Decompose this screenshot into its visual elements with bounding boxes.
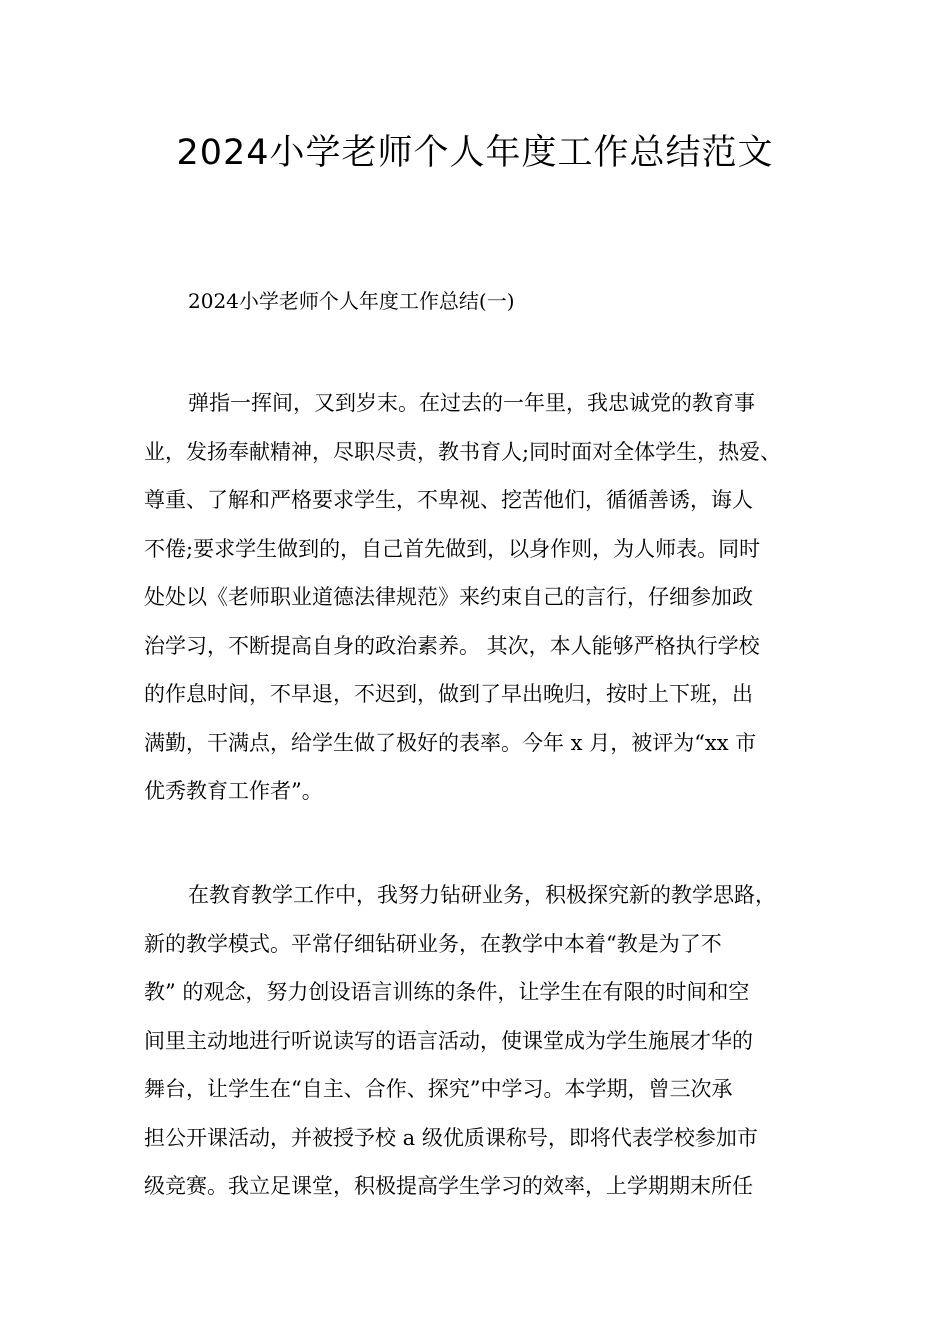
paragraph-line: 处处以《老师职业道德法律规范》来约束自己的言行，仔细参加政	[144, 585, 753, 609]
paragraph-line: 新的教学模式。平常仔细钻研业务，在教学中本着“教是为了不	[144, 931, 722, 956]
paragraph-line: 担公开课活动，并被授予校 a 级优质课称号，即将代表学校参加市	[144, 1125, 758, 1150]
paragraph-line: 满勤，干满点，给学生做了极好的表率。今年 x 月，被评为“xx 市	[144, 730, 757, 755]
paragraph-line: 教” 的观念，努力创设语言训练的条件，让学生在有限的时间和空	[144, 980, 750, 1004]
paragraph-line: 间里主动地进行听说读写的语言活动，使课堂成为学生施展才华的	[144, 1028, 753, 1053]
paragraph-line: 级竞赛。我立足课堂，积极提高学生学习的效率，上学期期末所任	[144, 1174, 753, 1198]
paragraph-line: 在教育教学工作中，我努力钻研业务，积极探究新的教学思路，	[188, 883, 776, 907]
paragraph-line: 尊重、了解和严格要求学生，不卑视、挖苦他们，循循善诱，诲人	[144, 488, 753, 512]
section-heading: 2024小学老师个人年度工作总结(一)	[188, 289, 515, 313]
paragraph-2	[144, 871, 844, 1211]
document-title: 2024小学老师个人年度工作总结范文	[176, 133, 774, 173]
paragraph-line: 舞台，让学生在“自主、合作、探究”中学习。本学期，曾三次承	[144, 1077, 733, 1101]
paragraph-line: 弹指一挥间，又到岁末。在过去的一年里，我忠诚党的教育事	[188, 391, 755, 415]
paragraph-1	[144, 379, 844, 816]
paragraph-line: 优秀教育工作者”。	[144, 779, 323, 803]
paragraph-line: 的作息时间，不早退，不迟到，做到了早出晚归，按时上下班，出	[144, 682, 753, 706]
paragraph-line: 不倦;要求学生做到的，自己首先做到，以身作则，为人师表。同时	[144, 536, 761, 561]
paragraph-line: 治学习，不断提高自身的政治素养。 其次，本人能够严格执行学校	[144, 633, 760, 658]
paragraph-line: 业，发扬奉献精神，尽职尽责，教书育人;同时面对全体学生，热爱、	[144, 439, 782, 464]
